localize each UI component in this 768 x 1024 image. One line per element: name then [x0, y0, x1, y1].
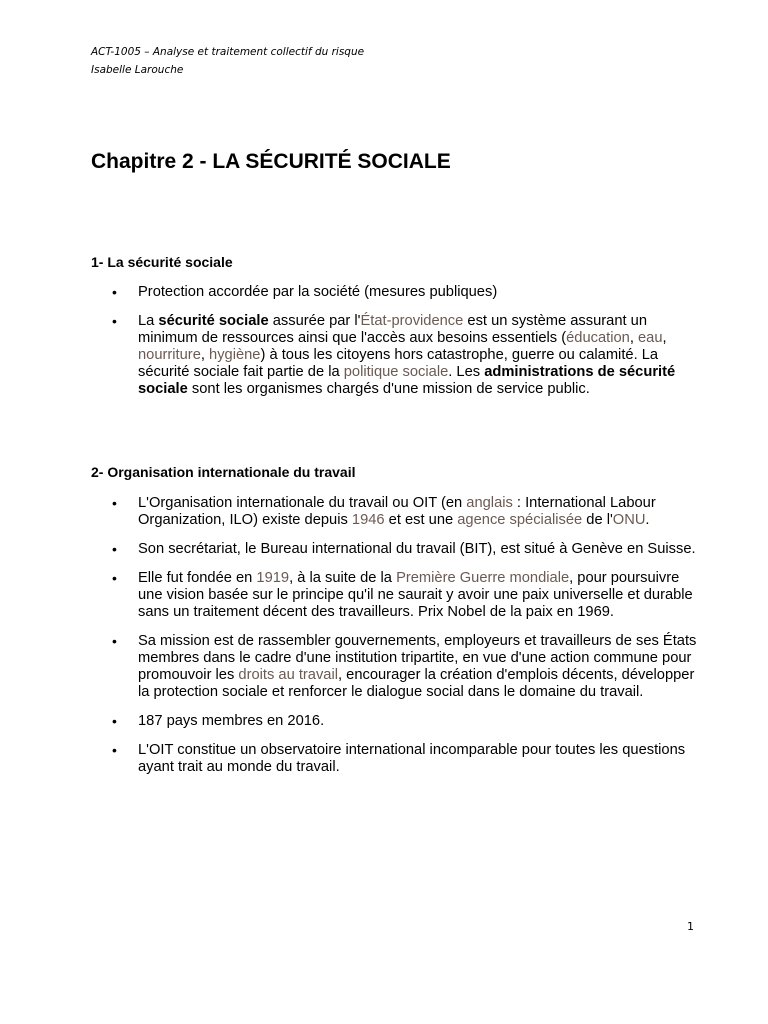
- list-item: [0, 541, 768, 558]
- list-item-text: Protection accordée par la société (mesures publiques): [138, 284, 498, 300]
- list-item-text: 187 pays membres en 2016.: [138, 713, 325, 729]
- bullet-icon: •: [112, 713, 117, 729]
- chapter-title: Chapitre 2 - LA SÉCURITÉ SOCIALE: [91, 150, 451, 173]
- bullet-icon: •: [112, 313, 117, 329]
- list-item-text: L'OIT constitue un observatoire international incomparable pour toutes les questions ayant trait au monde du travail.: [138, 742, 686, 775]
- link-eau[interactable]: eau: [638, 330, 663, 346]
- list-item: [0, 284, 768, 301]
- list-item: [0, 742, 768, 776]
- list-item: • L'Organisation internationale du travail ou OIT (en anglais : International Labour Organization, ILO) existe depuis 1946 et est une agence spécialisée de l'ONU.: [112, 495, 656, 528]
- list-item: • La sécurité sociale assurée par l'État-providence est un système assurant un minimum de ressources ainsi que l'accès aux besoins essentiels (éducation, eau, nourriture, hygiène) à tous les citoyens hors catastrophe, guerre ou calamité. La sécurité sociale fait partie de la politique sociale. Les administrations de sécurité sociale sont les organismes chargés d'une mission de service public.: [112, 313, 676, 397]
- bold-term: administrations de sécurité sociale: [138, 364, 676, 397]
- list-item: • Elle fut fondée en 1919, à la suite de la Première Guerre mondiale, pour poursuivre une vision basée sur le principe qu'il ne saurait y avoir une paix universelle et durable sans un traitement décent des travailleurs. Prix Nobel de la paix en 1969.: [112, 570, 693, 620]
- bullet-icon: •: [112, 633, 117, 649]
- link-droits-au-travail[interactable]: droits au travail: [238, 667, 338, 683]
- bullet-icon: •: [112, 284, 117, 300]
- page-number: 1: [687, 920, 694, 933]
- link-education[interactable]: éducation: [566, 330, 630, 346]
- link-1919[interactable]: 1919: [256, 570, 290, 586]
- bullet-icon: •: [112, 742, 117, 758]
- link-premiere-guerre-mondiale[interactable]: Première Guerre mondiale: [396, 570, 570, 586]
- section-heading-securite-sociale: 1- La sécurité sociale: [91, 254, 233, 270]
- link-hygiene[interactable]: hygiène: [209, 347, 261, 363]
- link-etat-providence[interactable]: État-providence: [360, 313, 464, 329]
- bullet-icon: •: [112, 570, 117, 586]
- bullet-icon: •: [112, 541, 117, 557]
- bold-term: sécurité sociale: [158, 313, 269, 329]
- link-1946[interactable]: 1946: [351, 512, 385, 528]
- list-item-text: Son secrétariat, le Bureau international du travail (BIT), est situé à Genève en Suisse.: [138, 541, 696, 557]
- bullet-icon: •: [112, 495, 117, 511]
- section2-bullet-list: [0, 495, 768, 788]
- author-name: Isabelle Larouche: [91, 64, 184, 76]
- link-anglais[interactable]: anglais: [466, 495, 513, 511]
- section-heading-oit: 2- Organisation internationale du travail: [91, 464, 356, 480]
- course-title: ACT-1005 – Analyse et traitement collectif du risque: [91, 46, 365, 58]
- document-header: [91, 43, 364, 79]
- link-agence-specialisee[interactable]: agence spécialisée: [457, 512, 583, 528]
- list-item: • Sa mission est de rassembler gouvernements, employeurs et travailleurs de ses États membres dans le cadre d'une institution tripartite, en vue d'une action commune pour promouvoir les droits au travail, encourager la création d'emplois décents, développer la protection sociale et renforcer le dialogue social dans le domaine du travail.: [112, 633, 697, 700]
- list-item: [0, 713, 768, 730]
- link-onu[interactable]: ONU: [612, 512, 646, 528]
- link-nourriture[interactable]: nourriture: [138, 347, 201, 363]
- section1-bullet-list: [0, 284, 768, 410]
- link-politique-sociale[interactable]: politique sociale: [343, 364, 449, 380]
